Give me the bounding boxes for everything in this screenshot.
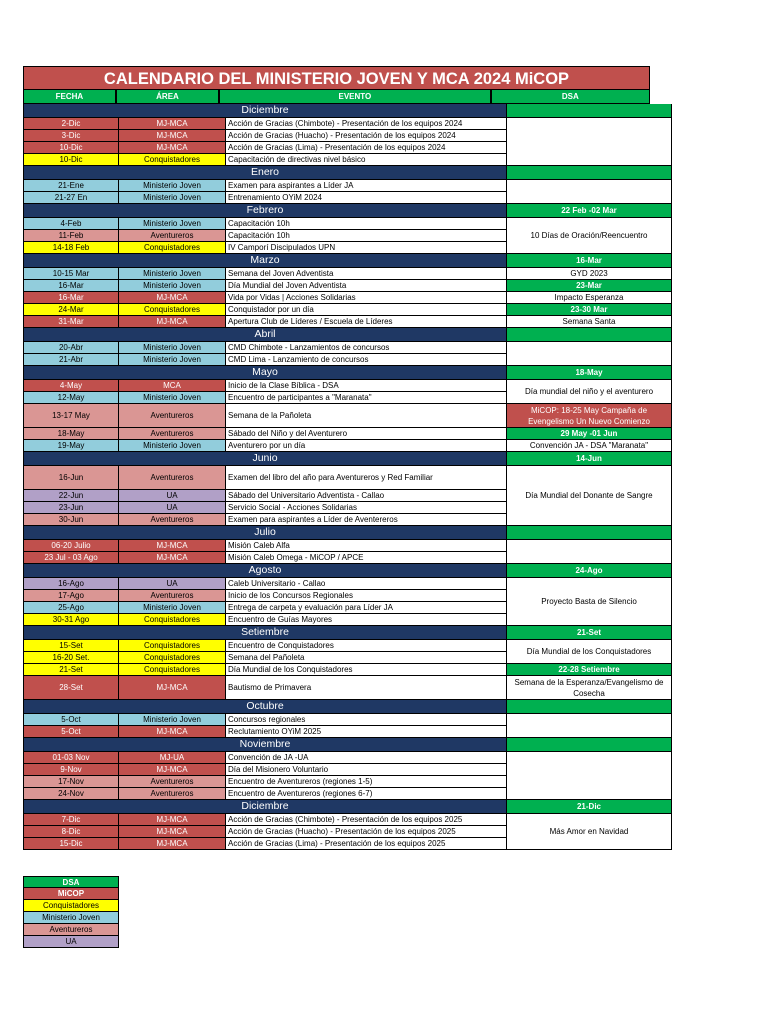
header-dsa: DSA xyxy=(491,90,650,104)
event-date: 17-Nov xyxy=(23,776,119,788)
event-name: Día Mundial del Joven Adventista xyxy=(226,280,507,292)
table-row xyxy=(23,142,507,154)
table-row xyxy=(23,466,507,490)
event-name: Semana del Pañoleta xyxy=(226,652,507,664)
table-row xyxy=(23,242,507,254)
event-date: 23 Jul - 03 Ago xyxy=(23,552,119,564)
event-date: 14-18 Feb xyxy=(23,242,119,254)
dsa-cell: Día mundial del niño y el aventurero xyxy=(507,380,672,404)
dsa-cell xyxy=(507,700,672,714)
event-area: Ministerio Joven xyxy=(119,602,226,614)
event-area: Ministerio Joven xyxy=(119,280,226,292)
event-date: 06-20 Julio xyxy=(23,540,119,552)
table-row xyxy=(23,118,507,130)
event-name: Servicio Social - Acciones Solidarias xyxy=(226,502,507,514)
event-date: 24-Nov xyxy=(23,788,119,800)
event-area: Conquistadores xyxy=(119,640,226,652)
table-row xyxy=(23,614,507,626)
event-date: 01-03 Nov xyxy=(23,752,119,764)
event-name: Encuentro de Aventureros (regiones 6-7) xyxy=(226,788,507,800)
table-row xyxy=(23,502,507,514)
legend xyxy=(23,876,119,948)
dsa-cell: 29 May -01 Jun xyxy=(507,428,672,440)
table-row xyxy=(23,130,507,142)
dsa-cell xyxy=(507,104,672,118)
event-area: MCA xyxy=(119,380,226,392)
table-row xyxy=(23,552,507,564)
table-row xyxy=(23,180,507,192)
table-row xyxy=(23,838,507,850)
month-header: Setiembre xyxy=(23,626,507,640)
event-name: Vida por Vidas | Acciones Solidarias xyxy=(226,292,507,304)
event-name: Capacitación 10h xyxy=(226,218,507,230)
table-row xyxy=(23,540,507,552)
event-date: 11-Feb xyxy=(23,230,119,242)
dsa-cell: Más Amor en Navidad xyxy=(507,814,672,850)
event-area: Conquistadores xyxy=(119,304,226,316)
events-column xyxy=(23,104,507,850)
event-date: 5-Oct xyxy=(23,714,119,726)
event-name: Conquistador por un día xyxy=(226,304,507,316)
event-name: Convención de JA -UA xyxy=(226,752,507,764)
month-header: Diciembre xyxy=(23,800,507,814)
table-row xyxy=(23,676,507,700)
table-row xyxy=(23,354,507,366)
month-header: Julio xyxy=(23,526,507,540)
event-name: Día del Misionero Voluntario xyxy=(226,764,507,776)
table-row xyxy=(23,380,507,392)
table-row xyxy=(23,776,507,788)
dsa-cell: 24-Ago xyxy=(507,564,672,578)
event-name: Entrega de carpeta y evaluación para Líder JA xyxy=(226,602,507,614)
event-date: 30-Jun xyxy=(23,514,119,526)
event-area: Aventureros xyxy=(119,590,226,602)
table-row xyxy=(23,154,507,166)
table-row xyxy=(23,602,507,614)
event-date: 21-Abr xyxy=(23,354,119,366)
calendar-table xyxy=(23,66,664,850)
event-name: Aventurero por un día xyxy=(226,440,507,452)
event-name: Sábado del Universitario Adventista - Callao xyxy=(226,490,507,502)
month-header: Noviembre xyxy=(23,738,507,752)
event-name: Encuentro de Aventureros (regiones 1-5) xyxy=(226,776,507,788)
event-area: Aventureros xyxy=(119,466,226,490)
dsa-cell: 22 Feb -02 Mar xyxy=(507,204,672,218)
event-area: MJ-MCA xyxy=(119,676,226,700)
dsa-cell: GYD 2023 xyxy=(507,268,672,280)
event-date: 20-Abr xyxy=(23,342,119,354)
event-area: Aventureros xyxy=(119,776,226,788)
event-name: Misión Caleb Omega - MiCOP / APCE xyxy=(226,552,507,564)
event-area: MJ-MCA xyxy=(119,540,226,552)
event-name: Encuentro de Conquistadores xyxy=(226,640,507,652)
event-area: Aventureros xyxy=(119,788,226,800)
dsa-cell: Semana Santa xyxy=(507,316,672,328)
table-row xyxy=(23,304,507,316)
dsa-cell: MiCOP: 18-25 May Campaña de Evengelismo Un Nuevo Comienzo xyxy=(507,404,672,428)
event-name: Capacitación 10h xyxy=(226,230,507,242)
month-header: Marzo xyxy=(23,254,507,268)
dsa-cell xyxy=(507,714,672,738)
dsa-cell xyxy=(507,738,672,752)
event-area: Ministerio Joven xyxy=(119,440,226,452)
event-area: Conquistadores xyxy=(119,242,226,254)
event-area: MJ-MCA xyxy=(119,726,226,738)
event-area: UA xyxy=(119,502,226,514)
table-header xyxy=(23,90,650,104)
dsa-cell: 21-Dic xyxy=(507,800,672,814)
event-date: 17-Ago xyxy=(23,590,119,602)
table-row xyxy=(23,814,507,826)
event-date: 15-Set xyxy=(23,640,119,652)
event-area: MJ-MCA xyxy=(119,142,226,154)
event-area: MJ-MCA xyxy=(119,764,226,776)
event-date: 31-Mar xyxy=(23,316,119,328)
dsa-cell xyxy=(507,180,672,204)
table-row xyxy=(23,316,507,328)
event-name: Acción de Gracias (Chimbote) - Presentación de los equipos 2025 xyxy=(226,814,507,826)
event-date: 23-Jun xyxy=(23,502,119,514)
table-row xyxy=(23,640,507,652)
page-title: CALENDARIO DEL MINISTERIO JOVEN Y MCA 2024 MiCOP xyxy=(23,66,650,90)
event-date: 5-Oct xyxy=(23,726,119,738)
dsa-cell: Impacto Esperanza xyxy=(507,292,672,304)
dsa-cell: 23-30 Mar xyxy=(507,304,672,316)
event-name: Semana de la Pañoleta xyxy=(226,404,507,428)
month-header: Diciembre xyxy=(23,104,507,118)
event-date: 16-Jun xyxy=(23,466,119,490)
event-name: Acción de Gracias (Huacho) - Presentación de los equipos 2025 xyxy=(226,826,507,838)
table-row xyxy=(23,192,507,204)
legend-item: Aventureros xyxy=(23,924,119,936)
table-row xyxy=(23,292,507,304)
dsa-cell: 14-Jun xyxy=(507,452,672,466)
legend-item: Conquistadores xyxy=(23,900,119,912)
event-area: Aventureros xyxy=(119,514,226,526)
event-date: 13-17 May xyxy=(23,404,119,428)
event-date: 21-27 En xyxy=(23,192,119,204)
event-area: Conquistadores xyxy=(119,664,226,676)
event-name: Examen para aspirantes a Líder de Aventereros xyxy=(226,514,507,526)
table-row xyxy=(23,752,507,764)
table-row xyxy=(23,392,507,404)
event-name: Caleb Universitario - Callao xyxy=(226,578,507,590)
dsa-cell xyxy=(507,118,672,166)
dsa-cell xyxy=(507,166,672,180)
table-row xyxy=(23,218,507,230)
event-date: 7-Dic xyxy=(23,814,119,826)
event-name: Sábado del Niño y del Aventurero xyxy=(226,428,507,440)
event-name: Apertura Club de Líderes / Escuela de Líderes xyxy=(226,316,507,328)
event-area: Conquistadores xyxy=(119,652,226,664)
event-area: MJ-MCA xyxy=(119,552,226,564)
event-area: MJ-UA xyxy=(119,752,226,764)
table-row xyxy=(23,428,507,440)
event-date: 12-May xyxy=(23,392,119,404)
event-name: Capacitación de directivas nivel básico xyxy=(226,154,507,166)
event-date: 3-Dic xyxy=(23,130,119,142)
event-area: UA xyxy=(119,490,226,502)
dsa-cell: Proyecto Basta de Silencio xyxy=(507,578,672,626)
table-row xyxy=(23,342,507,354)
dsa-cell: Día Mundial de los Conquistadores xyxy=(507,640,672,664)
event-date: 15-Dic xyxy=(23,838,119,850)
event-name: Encuentro de participantes a "Maranata" xyxy=(226,392,507,404)
table-row xyxy=(23,826,507,838)
table-row xyxy=(23,440,507,452)
event-area: Aventureros xyxy=(119,404,226,428)
event-name: Entrenamiento OYiM 2024 xyxy=(226,192,507,204)
event-area: Ministerio Joven xyxy=(119,180,226,192)
event-date: 25-Ago xyxy=(23,602,119,614)
header-area: ÁREA xyxy=(116,90,219,104)
event-area: MJ-MCA xyxy=(119,814,226,826)
event-date: 10-Dic xyxy=(23,142,119,154)
event-date: 19-May xyxy=(23,440,119,452)
event-name: Inicio de la Clase Bíblica - DSA xyxy=(226,380,507,392)
header-evento: EVENTO xyxy=(219,90,490,104)
dsa-cell xyxy=(507,752,672,800)
event-date: 22-Jun xyxy=(23,490,119,502)
legend-item: MiCOP xyxy=(23,888,119,900)
event-name: CMD Lima - Lanzamiento de concursos xyxy=(226,354,507,366)
event-area: MJ-MCA xyxy=(119,838,226,850)
dsa-cell: Semana de la Esperanza/Evangelismo de Cosecha xyxy=(507,676,672,700)
table-row xyxy=(23,280,507,292)
month-header: Enero xyxy=(23,166,507,180)
event-area: Ministerio Joven xyxy=(119,714,226,726)
event-area: Aventureros xyxy=(119,428,226,440)
event-date: 10-15 Mar xyxy=(23,268,119,280)
event-name: CMD Chimbote - Lanzamientos de concursos xyxy=(226,342,507,354)
event-area: MJ-MCA xyxy=(119,130,226,142)
event-area: MJ-MCA xyxy=(119,826,226,838)
event-name: Misión Caleb Alfa xyxy=(226,540,507,552)
event-date: 21-Set xyxy=(23,664,119,676)
event-area: Ministerio Joven xyxy=(119,192,226,204)
event-date: 16-Mar xyxy=(23,280,119,292)
event-date: 16-Mar xyxy=(23,292,119,304)
month-header: Octubre xyxy=(23,700,507,714)
dsa-cell: 10 Días de Oración/Reencuentro xyxy=(507,218,672,254)
event-name: Acción de Gracias (Chimbote) - Presentación de los equipos 2024 xyxy=(226,118,507,130)
dsa-cell xyxy=(507,328,672,342)
table-row xyxy=(23,664,507,676)
dsa-cell: 21-Set xyxy=(507,626,672,640)
dsa-cell: 16-Mar xyxy=(507,254,672,268)
event-area: Ministerio Joven xyxy=(119,392,226,404)
event-area: MJ-MCA xyxy=(119,118,226,130)
header-fecha: FECHA xyxy=(23,90,116,104)
event-date: 8-Dic xyxy=(23,826,119,838)
table-row xyxy=(23,268,507,280)
event-name: Semana del Joven Adventista xyxy=(226,268,507,280)
event-date: 16-Ago xyxy=(23,578,119,590)
event-date: 30-31 Ago xyxy=(23,614,119,626)
dsa-cell xyxy=(507,342,672,366)
table-row xyxy=(23,578,507,590)
event-area: Ministerio Joven xyxy=(119,268,226,280)
event-area: Ministerio Joven xyxy=(119,342,226,354)
event-date: 21-Ene xyxy=(23,180,119,192)
table-row xyxy=(23,714,507,726)
table-row xyxy=(23,652,507,664)
month-header: Agosto xyxy=(23,564,507,578)
legend-item: Ministerio Joven xyxy=(23,912,119,924)
event-area: MJ-MCA xyxy=(119,316,226,328)
event-area: Conquistadores xyxy=(119,614,226,626)
event-date: 18-May xyxy=(23,428,119,440)
event-name: Acción de Gracias (Lima) - Presentación de los equipos 2024 xyxy=(226,142,507,154)
event-area: Ministerio Joven xyxy=(119,354,226,366)
dsa-cell: Día Mundial del Donante de Sangre xyxy=(507,466,672,526)
dsa-cell xyxy=(507,540,672,564)
table-row xyxy=(23,726,507,738)
event-name: Acción de Gracias (Lima) - Presentación de los equipos 2025 xyxy=(226,838,507,850)
month-header: Junio xyxy=(23,452,507,466)
event-name: Examen para aspirantes a Líder JA xyxy=(226,180,507,192)
event-area: Aventureros xyxy=(119,230,226,242)
event-date: 2-Dic xyxy=(23,118,119,130)
dsa-column xyxy=(507,104,672,850)
event-name: Bautismo de Primavera xyxy=(226,676,507,700)
event-date: 4-Feb xyxy=(23,218,119,230)
table-row xyxy=(23,788,507,800)
legend-item: UA xyxy=(23,936,119,948)
event-area: MJ-MCA xyxy=(119,292,226,304)
dsa-cell: 23-Mar xyxy=(507,280,672,292)
event-date: 9-Nov xyxy=(23,764,119,776)
month-header: Mayo xyxy=(23,366,507,380)
event-date: 24-Mar xyxy=(23,304,119,316)
event-date: 4-May xyxy=(23,380,119,392)
table-row xyxy=(23,490,507,502)
dsa-cell: 18-May xyxy=(507,366,672,380)
event-date: 16-20 Set. xyxy=(23,652,119,664)
event-name: Reclutamiento OYiM 2025 xyxy=(226,726,507,738)
event-area: UA xyxy=(119,578,226,590)
dsa-cell xyxy=(507,526,672,540)
event-name: Inicio de los Concursos Regionales xyxy=(226,590,507,602)
table-row xyxy=(23,404,507,428)
table-row xyxy=(23,514,507,526)
table-row xyxy=(23,230,507,242)
event-area: Ministerio Joven xyxy=(119,218,226,230)
dsa-cell: 22-28 Setiembre xyxy=(507,664,672,676)
event-name: Acción de Gracias (Huacho) - Presentación de los equipos 2024 xyxy=(226,130,507,142)
event-area: Conquistadores xyxy=(119,154,226,166)
legend-item: DSA xyxy=(23,876,119,888)
event-name: Concursos regionales xyxy=(226,714,507,726)
event-name: Día Mundial de los Conquistadores xyxy=(226,664,507,676)
month-header: Abril xyxy=(23,328,507,342)
table-row xyxy=(23,590,507,602)
table-row xyxy=(23,764,507,776)
event-date: 28-Set xyxy=(23,676,119,700)
month-header: Febrero xyxy=(23,204,507,218)
event-name: IV Camporí Discipulados UPN xyxy=(226,242,507,254)
dsa-cell: Convención JA - DSA "Maranata" xyxy=(507,440,672,452)
event-date: 10-Dic xyxy=(23,154,119,166)
event-name: Encuentro de Guías Mayores xyxy=(226,614,507,626)
event-name: Examen del libro del año para Aventureros y Red Familiar xyxy=(226,466,507,490)
